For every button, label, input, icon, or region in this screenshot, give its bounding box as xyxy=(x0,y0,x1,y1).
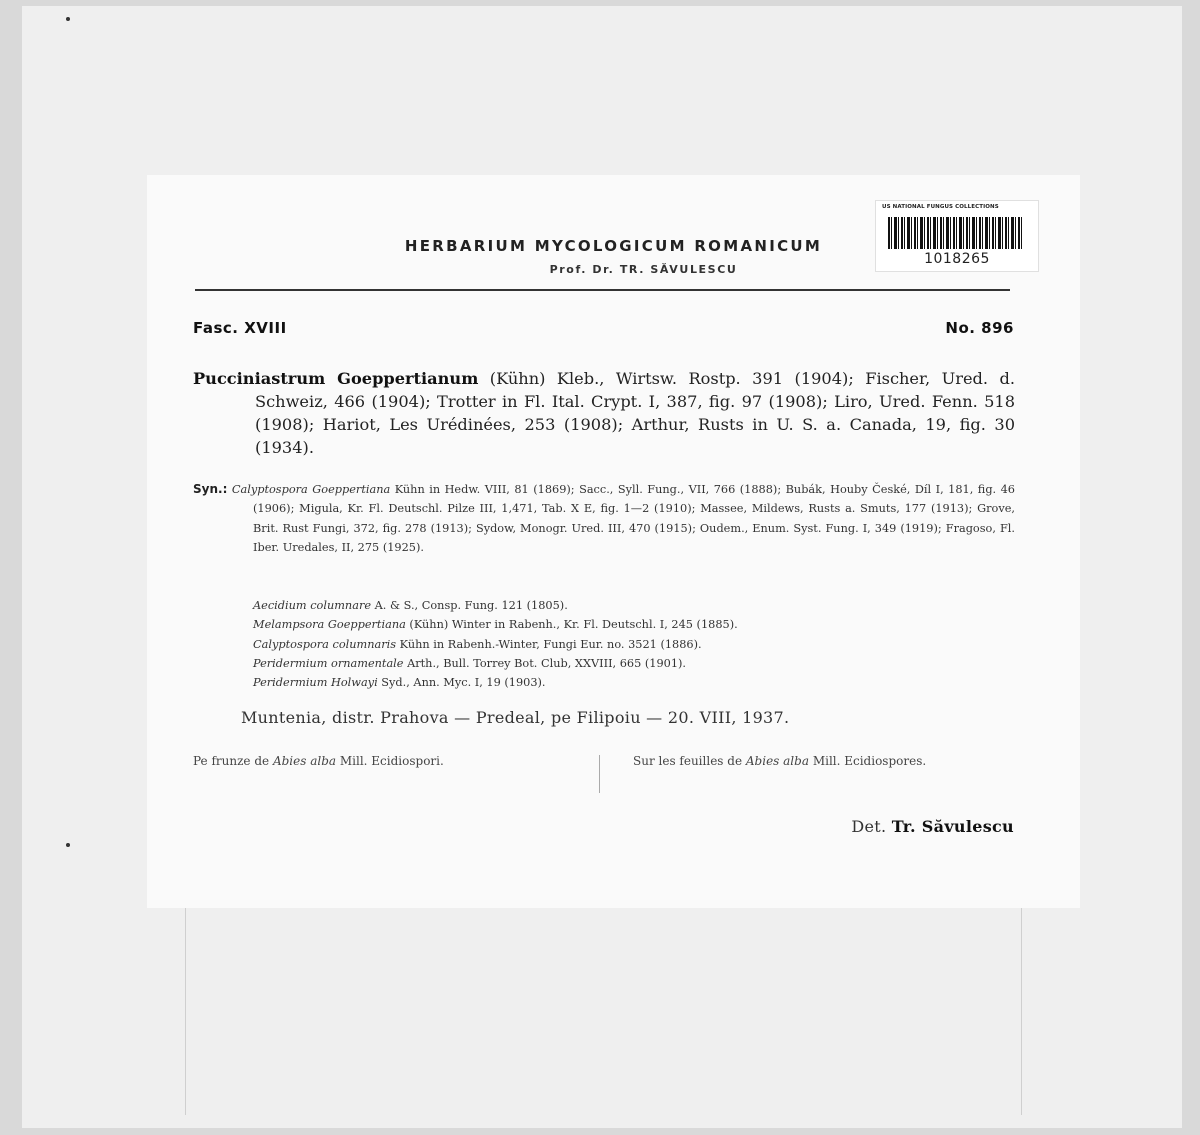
host-note-romanian xyxy=(193,751,573,772)
synonyms-block xyxy=(193,480,1015,557)
synonym-citation: A. & S., Consp. Fung. 121 (1805). xyxy=(374,599,568,612)
sheet-mark xyxy=(66,843,70,847)
determiner xyxy=(851,817,1014,836)
barcode-number: 1018265 xyxy=(924,251,990,267)
species-entry xyxy=(193,367,1015,459)
synonym-item xyxy=(253,615,1015,634)
synonym-item xyxy=(253,654,1015,673)
synonym-name: Aecidium columnare xyxy=(253,599,372,612)
fascicle: Fasc. XVIII xyxy=(193,319,287,337)
synonym-name: Calyptospora columnaris xyxy=(253,637,397,651)
synonym-name: Peridermium Holwayi xyxy=(253,676,378,690)
host-note-text: Pe frunze de xyxy=(193,754,270,768)
synonyms-label: Syn.: xyxy=(193,482,228,496)
species-name: Pucciniastrum Goeppertianum xyxy=(193,369,479,388)
synonym-citation: Kühn in Rabenh.-Winter, Fungi Eur. no. 3521 (1886). xyxy=(399,637,702,651)
column-divider xyxy=(599,755,600,793)
determiner-prefix: Det. xyxy=(851,817,887,836)
synonym-item xyxy=(253,635,1015,654)
synonym-citation: Syd., Ann. Myc. I, 19 (1903). xyxy=(381,676,546,690)
synonym-main-citation: Kühn in Hedw. VIII, 81 (1869); Sacc., Syll. Fung., VII, 766 (1888); Bubák, Houby České, Díl I, 181, fig. 46 (1906); Migula, Kr. Fl. Deutschl. Pilze III, 1,471, Tab. X E, fig. 1—2 (1910); Massee, Mildews, Rusts a. Smuts, 177 (1913); Grove, Brit. Rust Fungi, 372, fig. 278 (1913); Sydow, Monogr. Ured. III, 470 (1915); Oudem., Enum. Syst. Fung. I, 349 (1919); Fragoso, Fl. Iber. Uredales, II, 275 (1925). xyxy=(253,483,1015,554)
synonym-citation: (Kühn) Winter in Rabenh., Kr. Fl. Deutschl. I, 245 (1885). xyxy=(409,618,738,632)
synonym-name: Peridermium ornamentale xyxy=(253,656,404,670)
host-note-text: Mill. Ecidiospores. xyxy=(812,754,927,768)
barcode-label xyxy=(875,200,1039,272)
host-name: Abies alba xyxy=(745,754,809,768)
synonym-name: Melampsora Goeppertiana xyxy=(253,618,406,632)
synonyms-list xyxy=(253,596,1015,692)
header-rule xyxy=(195,289,1010,291)
synonym-citation: Arth., Bull. Torrey Bot. Club, XXVIII, 665 (1901). xyxy=(407,656,687,670)
envelope-flap xyxy=(185,905,1022,1115)
synonym-item xyxy=(253,596,1015,615)
specimen-label xyxy=(147,175,1080,908)
host-name: Abies alba xyxy=(272,754,337,768)
species-citation: (Kühn) Kleb., Wirtsw. Rostp. 391 (1904); Fischer, Ured. d. Schweiz, 466 (1904); Trotter in Fl. Ital. Crypt. I, 387, fig. 97 (1908); Liro, Ured. Fenn. 518 (1908); Hariot, Les Urédinées, 253 (1908); Arthur, Rusts in U. S. a. Canada, 19, fig. 30 (1934). xyxy=(255,369,1015,457)
host-note-french xyxy=(633,751,1015,772)
barcode-collection: US NATIONAL FUNGUS COLLECTIONS xyxy=(882,204,999,210)
determiner-name: Tr. Săvulescu xyxy=(891,817,1014,836)
locality: Muntenia, distr. Prahova — Predeal, pe Filipoiu — 20. VIII, 1937. xyxy=(241,708,790,727)
synonym-item xyxy=(253,673,1015,692)
host-note-text: Sur les feuilles de xyxy=(633,754,743,768)
herbarium-curator: Prof. Dr. TR. SĂVULESCU xyxy=(549,263,738,276)
exsiccata-number: No. 896 xyxy=(945,319,1014,337)
host-note-text: Mill. Ecidiospori. xyxy=(339,754,444,768)
sheet-mark xyxy=(66,17,70,21)
herbarium-title: HERBARIUM MYCOLOGICUM ROMANICUM xyxy=(404,237,823,255)
synonym-main-name: Calyptospora Goeppertiana xyxy=(231,483,391,496)
